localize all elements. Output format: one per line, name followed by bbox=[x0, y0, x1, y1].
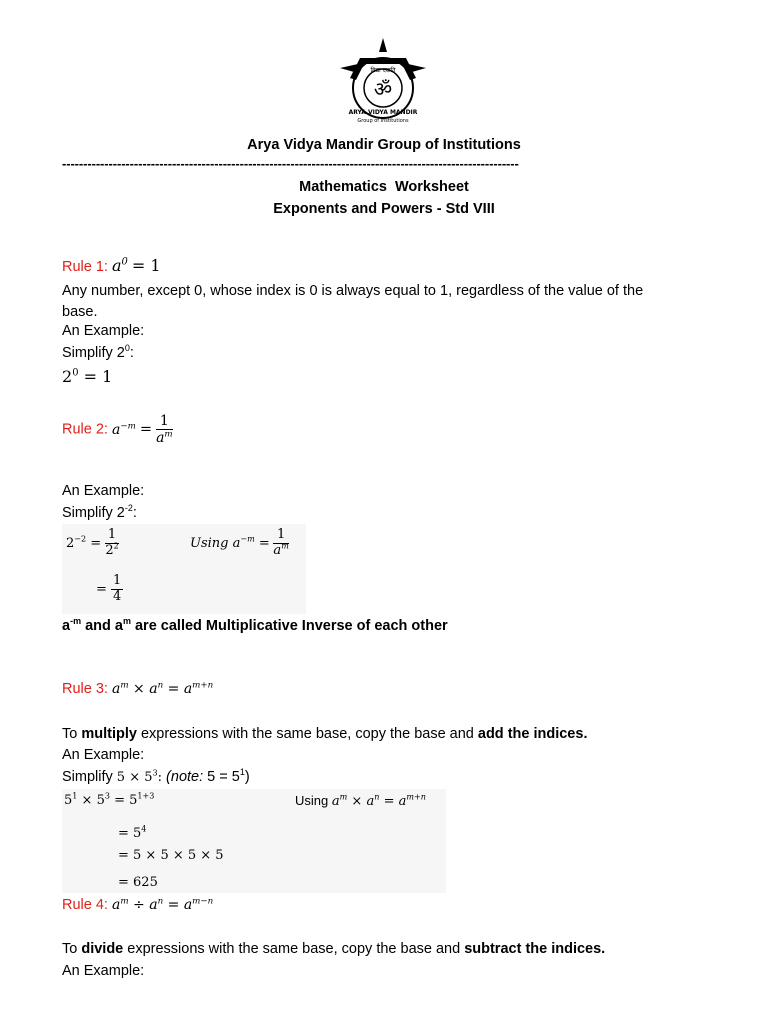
rule2-fraction: $\frac{1}{a^m}$ bbox=[156, 413, 173, 447]
rule1-exp: 0 bbox=[121, 256, 128, 268]
rule2-simplify: Simplify $2^{-2}$: bbox=[62, 503, 137, 521]
rule4-label: Rule 4: bbox=[62, 897, 108, 913]
rule3-step1: $5^1 \times 5^3 = 5^{1+3}$ bbox=[64, 791, 155, 808]
rule2-heading: Rule 2: $a^{-m}$ = $\frac{1}{a^m}$ bbox=[62, 413, 173, 447]
rule2-inverse-note: $a^{-m}$ and $a^m$ are called Multiplicative Inverse of each other bbox=[62, 616, 448, 634]
rule3-example-label: An Example: bbox=[62, 747, 145, 763]
rule3-step2: = $5^4$ bbox=[118, 824, 147, 841]
rule1-result: $2^0 = 1$ bbox=[62, 367, 113, 386]
rule3-worked-example bbox=[62, 789, 446, 893]
institution-name: Arya Vidya Mandir Group of Institutions bbox=[247, 137, 521, 153]
rule4-heading: Rule 4: $a^m \div a^n = a^{m-n}$ bbox=[62, 896, 214, 913]
rule3-label: Rule 3: bbox=[62, 681, 108, 697]
rule4-description: To divide expressions with the same base, copy the base and subtract the indices. bbox=[62, 941, 606, 957]
rule2-step2: = $\frac{1}{4}$ bbox=[96, 573, 122, 604]
logo-ring-top: विद्या ददाति bbox=[370, 67, 396, 74]
rule1-base: a bbox=[111, 256, 122, 275]
rule3-step4: = 625 bbox=[118, 875, 158, 890]
rule2-using-hint: Using $a^{-m}$ = $\frac{1}{a^m}$ bbox=[190, 527, 289, 558]
rule1-example-label: An Example: bbox=[62, 323, 145, 339]
logo-ring-sub: Group of Institutions bbox=[357, 118, 409, 124]
rule3-heading: Rule 3: $a^m \times a^n = a^{m+n}$ bbox=[62, 680, 214, 697]
rule1-simplify: Simplify $2^0$: bbox=[62, 343, 134, 361]
rule1-description: Any number, except 0, whose index is 0 is always equal to 1, regardless of the value of the base. bbox=[62, 283, 644, 320]
rule2-example-label: An Example: bbox=[62, 483, 145, 499]
rule1-rhs: = 1 bbox=[131, 256, 161, 275]
header-divider: ------------------------------------------------------------------------------------------------------------ bbox=[62, 156, 519, 171]
rule2-label: Rule 2: bbox=[62, 421, 108, 438]
rule4-example-label: An Example: bbox=[62, 963, 145, 979]
rule3-step3: = 5 × 5 × 5 × 5 bbox=[118, 848, 224, 863]
worksheet-topic: Exponents and Powers - Std VIII bbox=[273, 201, 495, 217]
rule1-heading bbox=[62, 256, 161, 275]
logo-ring-bottom: ARYA VIDYA MANDIR bbox=[348, 109, 418, 116]
rule3-simplify: Simplify $5 \times 5^3$: (note: $5 = 5^1$) bbox=[62, 767, 250, 785]
worksheet-subject: Mathematics Worksheet bbox=[299, 179, 469, 195]
rule1-label: Rule 1: bbox=[62, 259, 108, 275]
rule2-worked-example bbox=[62, 524, 306, 614]
school-logo bbox=[340, 38, 426, 126]
logo-om: ॐ bbox=[373, 77, 393, 101]
rule3-description: To multiply expressions with the same base, copy the base and add the indices. bbox=[62, 726, 588, 742]
rule3-using-hint: Using $a^m \times a^n = a^{m+n}$ bbox=[295, 792, 426, 809]
rule2-step1: $2^{-2}$ = $\frac{1}{2^2}$ bbox=[66, 527, 119, 558]
